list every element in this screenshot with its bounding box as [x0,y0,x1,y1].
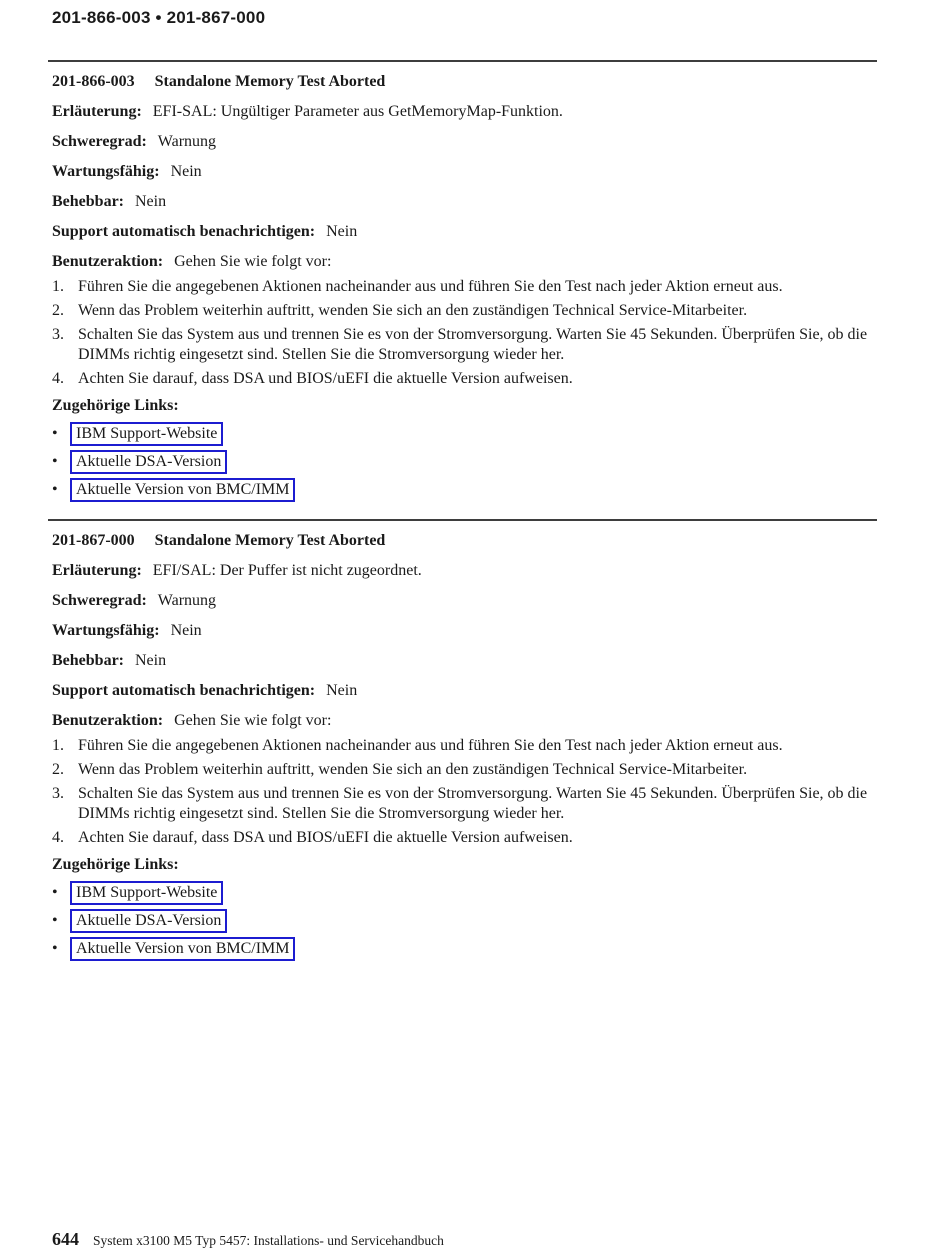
error-code: 201-866-003 [52,73,135,90]
entry-heading [52,72,877,92]
step-item [52,784,877,824]
field-benutzeraktion [52,252,877,272]
step-item [52,736,877,756]
related-link-row [52,881,877,905]
related-link-row [52,909,877,933]
field-erlaeuterung [52,102,877,122]
step-text: Achten Sie darauf, dass DSA und BIOS/uEFI die aktuelle Version aufweisen. [78,370,573,387]
field-wartungsfaehig [52,621,877,641]
related-link-row [52,937,877,961]
section-divider [48,519,877,521]
step-text: Schalten Sie das System aus und trennen Sie es von der Stromversorgung. Warten Sie 45 Sekunden. Überprüfen Sie, ob die DIMMs richtig eingesetzt sind. Stellen Sie die Stromversorgung wieder her. [78,785,868,822]
link-ibm-support-website[interactable]: • IBM Support-Website [70,422,223,446]
field-behebbar [52,192,877,212]
field-erlaeuterung [52,561,877,581]
field-behebbar [52,651,877,671]
field-value: Warnung [157,592,217,609]
field-value: Nein [170,622,202,639]
field-value: Nein [135,652,167,669]
page-footer [52,1228,444,1250]
field-value: Warnung [157,133,217,150]
link-aktuelle-dsa-version[interactable]: • Aktuelle DSA-Version [70,909,227,933]
document-title: System x3100 M5 Typ 5457: Installations- und Servicehandbuch [93,1233,444,1248]
field-support-benachrichtigen [52,681,877,701]
field-schweregrad [52,132,877,152]
field-value: EFI-SAL: Ungültiger Parameter aus GetMemoryMap-Funktion. [152,103,563,120]
field-label: Wartungsfähig: [52,622,160,639]
related-links-heading: Zugehörige Links: [52,397,179,414]
error-title: Standalone Memory Test Aborted [154,73,386,90]
running-header: 201-866-003 • 201-867-000 [52,8,266,27]
field-label: Support automatisch benachrichtigen: [52,223,316,240]
field-label: Support automatisch benachrichtigen: [52,682,316,699]
step-text: Achten Sie darauf, dass DSA und BIOS/uEFI die aktuelle Version aufweisen. [78,829,573,846]
field-label: Benutzeraktion: [52,253,164,270]
field-label: Erläuterung: [52,562,142,579]
field-value: EFI/SAL: Der Puffer ist nicht zugeordnet. [152,562,422,579]
field-benutzeraktion [52,711,877,731]
error-code: 201-867-000 [52,532,135,549]
step-item [52,369,877,389]
field-value: Nein [326,223,358,240]
field-support-benachrichtigen [52,222,877,242]
field-label: Wartungsfähig: [52,163,160,180]
step-item [52,325,877,365]
link-aktuelle-version-bmc-imm[interactable]: • Aktuelle Version von BMC/IMM [70,937,295,961]
entry-heading [52,531,877,551]
related-link-row [52,450,877,474]
field-value: Nein [170,163,202,180]
step-item [52,277,877,297]
user-action-steps [52,736,877,848]
link-aktuelle-version-bmc-imm[interactable]: • Aktuelle Version von BMC/IMM [70,478,295,502]
field-label: Benutzeraktion: [52,712,164,729]
field-label: Behebbar: [52,193,124,210]
field-value: Nein [135,193,167,210]
step-text: Wenn das Problem weiterhin auftritt, wenden Sie sich an den zuständigen Technical Service-Mitarbeiter. [78,761,748,778]
field-value: Gehen Sie wie folgt vor: [174,712,332,729]
step-text: Führen Sie die angegebenen Aktionen nacheinander aus und führen Sie den Test nach jeder Aktion erneut aus. [78,278,783,295]
error-title: Standalone Memory Test Aborted [154,532,386,549]
error-entry-201-867-000 [52,531,877,961]
step-text: Führen Sie die angegebenen Aktionen nacheinander aus und führen Sie den Test nach jeder Aktion erneut aus. [78,737,783,754]
section-divider [48,60,877,62]
field-value: Gehen Sie wie folgt vor: [174,253,332,270]
field-label: Schweregrad: [52,133,147,150]
related-link-row [52,478,877,502]
field-label: Erläuterung: [52,103,142,120]
related-links-heading: Zugehörige Links: [52,856,179,873]
step-item [52,301,877,321]
field-label: Behebbar: [52,652,124,669]
field-label: Schweregrad: [52,592,147,609]
field-schweregrad [52,591,877,611]
step-item [52,760,877,780]
link-aktuelle-dsa-version[interactable]: • Aktuelle DSA-Version [70,450,227,474]
link-ibm-support-website[interactable]: • IBM Support-Website [70,881,223,905]
field-wartungsfaehig [52,162,877,182]
field-value: Nein [326,682,358,699]
step-item [52,828,877,848]
page-number: 644 [52,1229,79,1249]
step-text: Wenn das Problem weiterhin auftritt, wenden Sie sich an den zuständigen Technical Service-Mitarbeiter. [78,302,748,319]
step-text: Schalten Sie das System aus und trennen Sie es von der Stromversorgung. Warten Sie 45 Sekunden. Überprüfen Sie, ob die DIMMs richtig eingesetzt sind. Stellen Sie die Stromversorgung wieder her. [78,326,868,363]
user-action-steps [52,277,877,389]
related-link-row [52,422,877,446]
error-entry-201-866-003 [52,72,877,502]
